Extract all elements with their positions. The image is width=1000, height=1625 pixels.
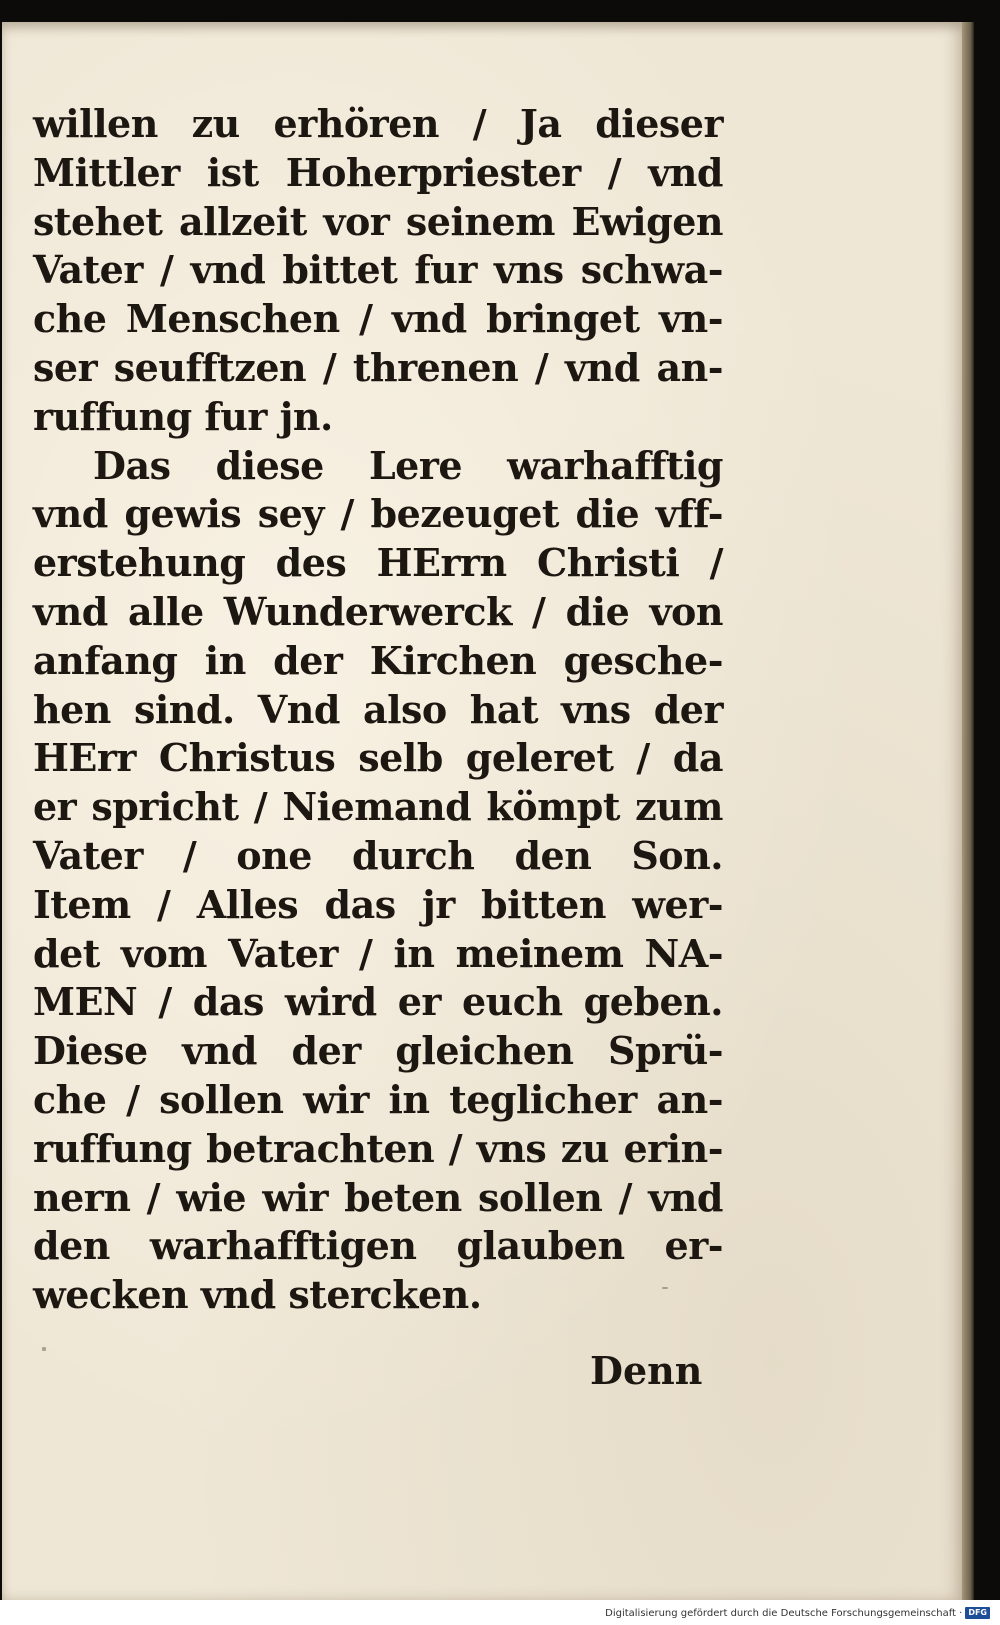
text-line: den warhafftigen glauben er-: [33, 1223, 723, 1269]
text-line: hen sind. Vnd also hat vns der: [33, 686, 723, 732]
text-line: vnd gewis sey / bezeuget die vff-: [33, 491, 723, 537]
text-line: Vater / one durch den Son.: [33, 832, 723, 878]
text-line: ser seufftzen / threnen / vnd an-: [33, 344, 723, 390]
text-line: Vater / vnd bittet fur vns schwa-: [33, 247, 723, 293]
text-line: ruffung fur jn.: [33, 393, 333, 439]
text-line: Diese vnd der gleichen Sprü-: [33, 1028, 723, 1074]
catchword: Denn: [590, 1348, 703, 1393]
page-edge: [962, 22, 974, 1602]
text-line: erstehung des HErrn Christi /: [33, 540, 723, 586]
credit-text: Digitalisierung gefördert durch die Deutsche Forschungsgemeinschaft ·: [605, 1607, 963, 1619]
text-line: willen zu erhören / Ja dieser: [33, 101, 723, 146]
body-text: [33, 100, 723, 1320]
text-line: HErr Christus selb geleret / da: [33, 735, 723, 781]
text-line: Das diese Lere warhafftig: [93, 442, 723, 488]
text-line: det vom Vater / in meinem NA-: [33, 930, 723, 976]
text-line: ruffung betrachten / vns zu erin-: [33, 1125, 723, 1171]
text-line: er spricht / Niemand kömpt zum: [33, 784, 723, 830]
text-line: MEN / das wird er euch geben.: [33, 979, 723, 1025]
text-line: che / sollen wir in teglicher an-: [33, 1076, 723, 1122]
digitization-credit: [605, 1607, 990, 1619]
text-line: nern / wie wir beten sollen / vnd: [33, 1174, 723, 1220]
text-line: Mittler ist Hoherpriester / vnd: [33, 149, 723, 195]
text-line: anfang in der Kirchen gesche-: [33, 637, 723, 683]
paper-speck: [42, 1347, 46, 1351]
dfg-logo: DFG: [965, 1607, 990, 1619]
text-line: Item / Alles das jr bitten wer-: [33, 881, 723, 927]
text-line: vnd alle Wunderwerck / die von: [33, 588, 723, 634]
text-line: che Menschen / vnd bringet vn-: [33, 296, 723, 342]
text-line: wecken vnd stercken.: [33, 1272, 482, 1318]
text-line: stehet allzeit vor seinem Ewigen: [33, 198, 723, 244]
